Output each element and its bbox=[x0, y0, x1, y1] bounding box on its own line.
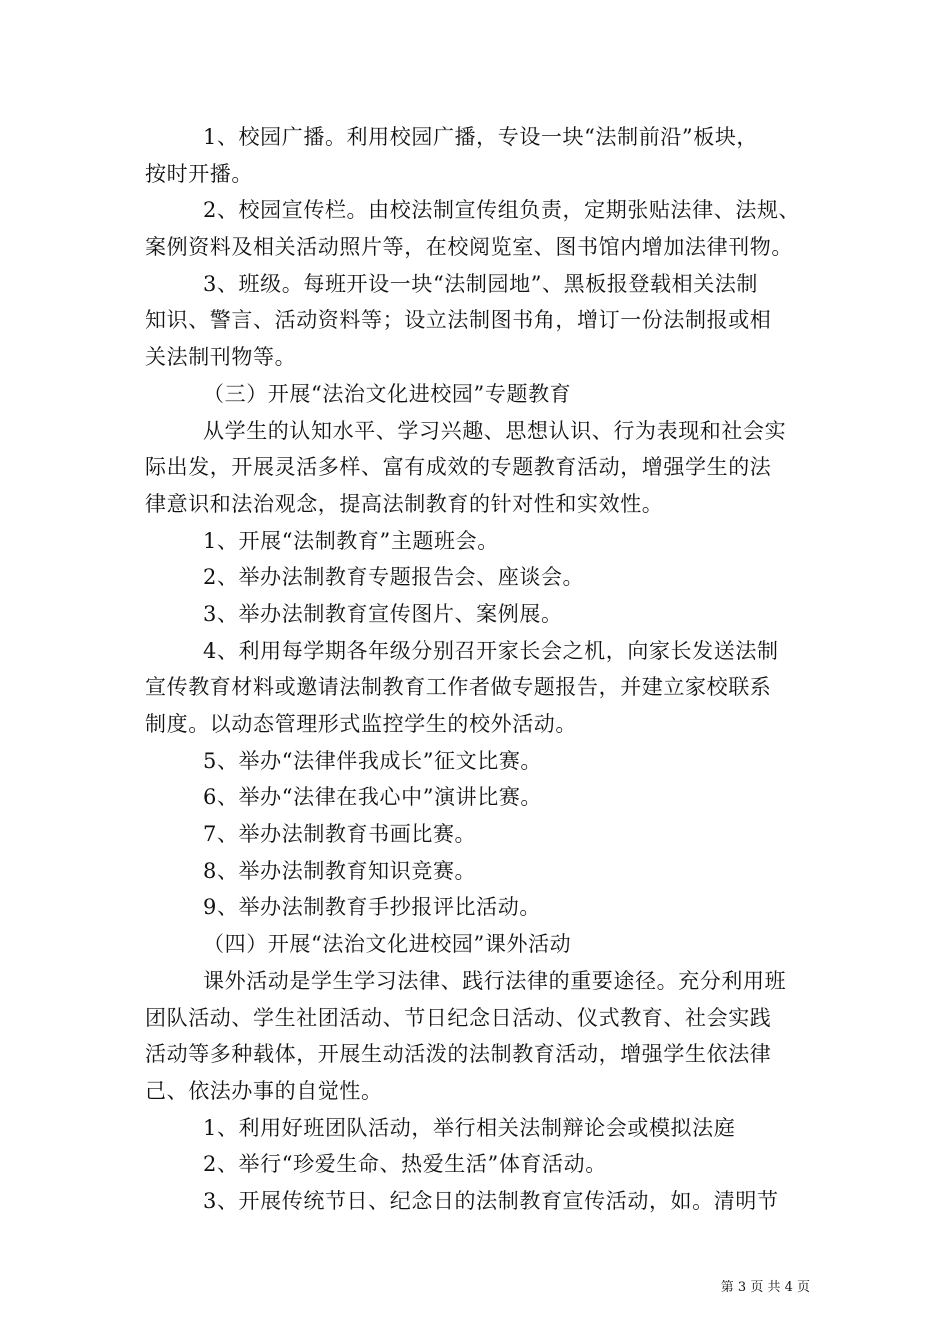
paragraph-line: 1、校园广播。利用校园广播，专设一块“法制前沿”板块， bbox=[203, 125, 759, 149]
list-item: 5、举办“法律伴我成长”征文比赛。 bbox=[203, 748, 543, 773]
list-item: 4、利用每学期各年级分别召开家长会之机，向家长发送法制 bbox=[203, 638, 779, 663]
paragraph-line: 案例资料及相关活动照片等，在校阅览室、图书馆内增加法律刊物。 bbox=[145, 235, 793, 260]
paragraph-line: 制度。以动态管理形式监控学生的校外活动。 bbox=[145, 712, 577, 736]
section-heading: （三）开展“法治文化进校园”专题教育 bbox=[203, 381, 572, 406]
section-heading: （四）开展“法治文化进校园”课外活动 bbox=[203, 932, 572, 957]
paragraph-line: 3、班级。每班开设一块“法制园地”、黑板报登载相关法制 bbox=[203, 271, 759, 296]
paragraph-line: 从学生的认知水平、学习兴趣、思想认识、行为表现和社会实 bbox=[203, 418, 787, 443]
page-number: 第 3 页 共 4 页 bbox=[720, 1280, 810, 1295]
list-item: 3、开展传统节日、纪念日的法制教育宣传活动，如。清明节 bbox=[203, 1188, 779, 1213]
list-item: 8、举办法制教育知识竞赛。 bbox=[203, 858, 477, 883]
paragraph-line: 课外活动是学生学习法律、践行法律的重要途径。充分利用班 bbox=[203, 968, 787, 993]
paragraph-line: 宣传教育材料或邀请法制教育工作者做专题报告，并建立家校联系 bbox=[145, 675, 772, 700]
list-item: 1、开展“法制教育”主题班会。 bbox=[203, 528, 499, 553]
list-item: 1、利用好班团队活动，举行相关法制辩论会或模拟法庭 bbox=[203, 1115, 736, 1140]
paragraph-line: 己、依法办事的自觉性。 bbox=[145, 1078, 383, 1103]
paragraph-line: 知识、警言、活动资料等；设立法制图书角，增订一份法制报或相 bbox=[145, 308, 772, 333]
list-item: 9、举办法制教育手抄报评比活动。 bbox=[203, 895, 541, 920]
paragraph-line: 律意识和法治观念，提高法制教育的针对性和实效性。 bbox=[145, 491, 664, 516]
list-item: 3、举办法制教育宣传图片、案例展。 bbox=[203, 601, 563, 626]
paragraph-line: 按时开播。 bbox=[145, 161, 253, 186]
paragraph-line: 团队活动、学生社团活动、节日纪念日活动、仪式教育、社会实践 bbox=[145, 1005, 772, 1030]
paragraph-line: 2、校园宣传栏。由校法制宣传组负责，定期张贴法律、法规、 bbox=[203, 198, 801, 223]
paragraph-line: 关法制刊物等。 bbox=[145, 345, 297, 370]
list-item: 7、举办法制教育书画比赛。 bbox=[203, 822, 477, 847]
list-item: 2、举行“珍爱生命、热爱生活”体育活动。 bbox=[203, 1152, 607, 1177]
body-text bbox=[145, 119, 810, 1220]
paragraph-line: 际出发，开展灵活多样、富有成效的专题教育活动，增强学生的法 bbox=[145, 455, 772, 480]
paragraph-line: 活动等多种载体，开展生动活泼的法制教育活动，增强学生依法律 bbox=[145, 1042, 772, 1067]
list-item: 2、举办法制教育专题报告会、座谈会。 bbox=[203, 565, 585, 590]
list-item: 6、举办“法律在我心中”演讲比赛。 bbox=[203, 785, 543, 810]
